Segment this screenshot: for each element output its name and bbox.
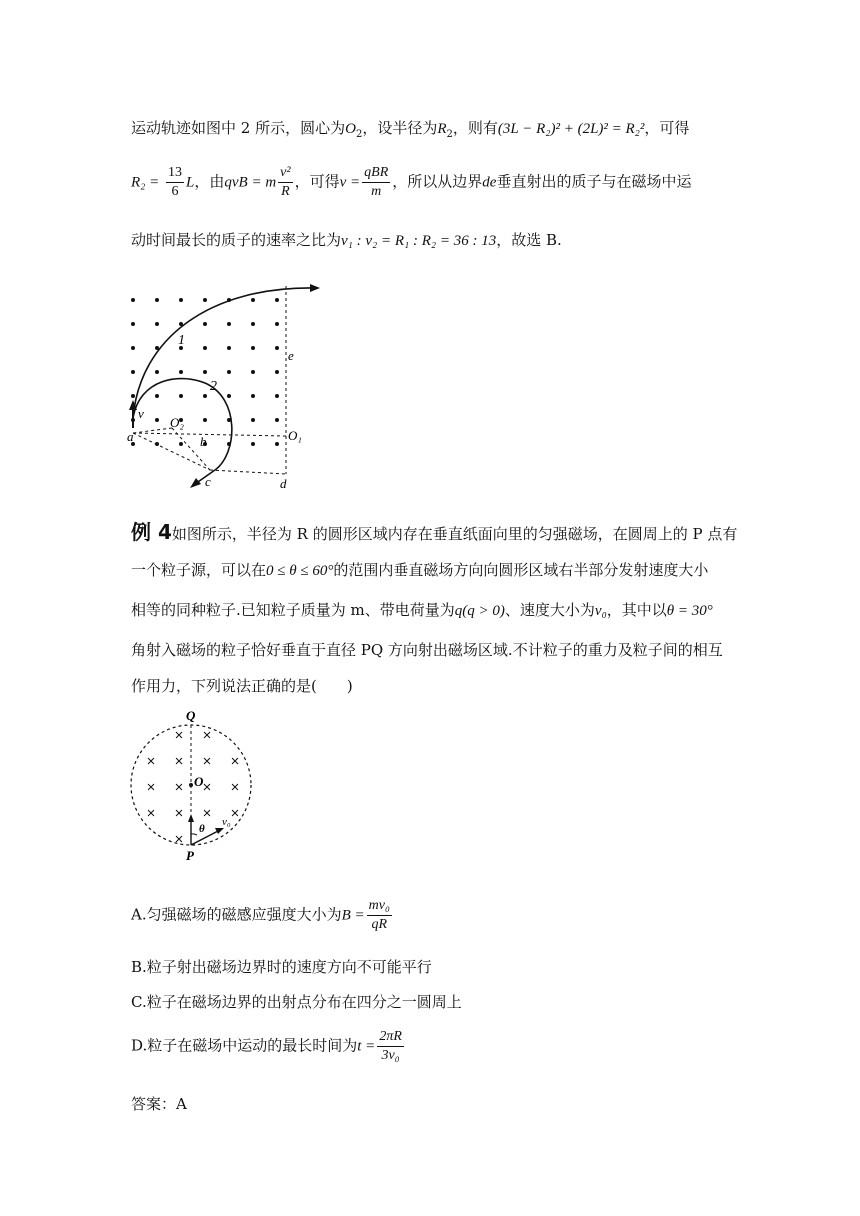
field-dot (203, 370, 207, 374)
text: ，由 (194, 172, 225, 191)
field-dot (155, 394, 159, 398)
text: 动时间最长的质子的速率之比为 (131, 231, 342, 249)
label-v0: v₀ (222, 816, 231, 828)
label-q: Q (186, 708, 196, 723)
equation-lhs: t = (357, 1038, 376, 1055)
fraction-b (367, 897, 392, 934)
text: 、速度大小为 (504, 601, 595, 619)
denominator: m (371, 184, 382, 199)
text: ，可得 (644, 119, 690, 137)
field-dot (227, 370, 231, 374)
equation-lhs: R₂ = (131, 174, 160, 191)
field-dot (131, 298, 135, 302)
solution-line-2 (131, 164, 691, 201)
denominator: 3v₀ (381, 1048, 400, 1063)
option-c[interactable] (131, 991, 462, 1012)
field-dot (251, 370, 255, 374)
text: ，其中以 (606, 601, 667, 619)
field-dot (227, 346, 231, 350)
denominator: R (281, 184, 290, 199)
numerator: v² (278, 164, 292, 183)
field-dot (275, 370, 279, 374)
field-dot (227, 322, 231, 326)
text: 垂直射出的质子与在磁场中运 (496, 172, 692, 191)
figure-magnetic-trajectories (120, 278, 330, 493)
field-dot (131, 394, 135, 398)
field-dot (227, 394, 231, 398)
label-trajectory-2: 2 (210, 379, 217, 394)
field-dot (131, 346, 135, 350)
field-dot (203, 322, 207, 326)
math-theta: θ = 30° (666, 603, 713, 619)
math-v0: v₀ (594, 603, 607, 619)
field-dot (179, 442, 183, 446)
label-e: e (288, 348, 294, 363)
fraction-v2-r (278, 164, 292, 201)
option-a[interactable] (131, 897, 394, 934)
label-b: b (200, 434, 207, 449)
field-dot (179, 394, 183, 398)
label-v: v (138, 406, 144, 421)
example4-line-3 (131, 600, 713, 621)
example4-line-5 (131, 676, 353, 696)
field-dot (251, 322, 255, 326)
label-trajectory-1: 1 (178, 333, 185, 348)
math-charge: q(q > 0) (454, 603, 505, 619)
field-dot (203, 418, 207, 422)
equation-lhs: qvB = m (224, 174, 277, 191)
option-text: D.粒子在磁场中运动的最长时间为 (131, 1036, 358, 1055)
equation: (3L − R₂)² + (2L)² = R₂² (497, 121, 645, 137)
field-dot (251, 346, 255, 350)
solution-line-3 (131, 230, 562, 251)
text: ，所以从边界 (392, 172, 483, 191)
label-o: O (194, 774, 204, 789)
answer (131, 1094, 187, 1114)
label-a: a (127, 429, 134, 444)
field-dot (251, 394, 255, 398)
field-dot (131, 322, 135, 326)
text: 一个粒子源，可以在 (131, 561, 267, 579)
option-text: A.匀强磁场的磁感应强度大小为 (131, 905, 342, 924)
figure-circular-field (128, 708, 260, 868)
math-de: de (482, 174, 497, 191)
field-dot (155, 298, 159, 302)
field-dot (251, 418, 255, 422)
answer-text: 答案：A (131, 1095, 187, 1113)
field-dot (275, 298, 279, 302)
field-dot (251, 442, 255, 446)
label-p: P (186, 848, 194, 863)
subscript: 2 (446, 129, 453, 140)
numerator: 2πR (377, 1028, 404, 1047)
example4-line-4 (131, 640, 723, 660)
math-o2: O (345, 121, 356, 137)
label-c: c (205, 474, 211, 489)
fraction-t (377, 1028, 404, 1065)
field-dot (251, 298, 255, 302)
solution-line-1 (131, 118, 689, 145)
denominator: 6 (171, 184, 179, 199)
example4-line-2 (131, 560, 708, 581)
field-dots (131, 298, 279, 446)
text: ，则有 (452, 119, 498, 137)
fraction-13-6 (166, 164, 184, 201)
option-text: B.粒子射出磁场边界时的速度方向不可能平行 (131, 958, 432, 976)
label-o1: O₁ (288, 428, 302, 443)
field-dot (155, 322, 159, 326)
field-dot (275, 394, 279, 398)
text: ，设半径为 (362, 119, 438, 137)
option-b[interactable] (131, 956, 432, 977)
field-dot (203, 394, 207, 398)
equation-lhs: B = (341, 907, 365, 924)
field-dot (275, 346, 279, 350)
field-dot (275, 418, 279, 422)
numerator: 13 (166, 164, 184, 183)
math-range: 0 ≤ θ ≤ 60° (266, 563, 334, 579)
text: ，可得 (294, 172, 340, 191)
label-d: d (280, 476, 287, 491)
field-dot (155, 370, 159, 374)
text: ，故选 B. (496, 231, 562, 249)
field-dot (131, 370, 135, 374)
example4-line-1 (131, 522, 737, 544)
field-dot (203, 346, 207, 350)
subscript: 2 (355, 129, 363, 140)
field-dot (179, 370, 183, 374)
option-d[interactable] (131, 1028, 406, 1065)
field-dot (275, 322, 279, 326)
numerator: mv₀ (367, 897, 392, 916)
equation-lhs: v = (339, 174, 361, 191)
text: 相等的同种粒子.已知粒子质量为 m、带电荷量为 (131, 601, 455, 619)
example-label: 例 4 (131, 520, 172, 544)
text: 的范围内垂直磁场方向向圆形区域右半部分发射速度大小 (333, 561, 709, 579)
option-text: C.粒子在磁场边界的出射点分布在四分之一圆周上 (131, 993, 462, 1011)
fraction-qbr-m (362, 164, 390, 201)
field-dot (203, 298, 207, 302)
label-o2: O₂ (170, 415, 184, 430)
field-dot (155, 418, 159, 422)
math-l: L (186, 174, 195, 191)
label-theta: θ (199, 823, 205, 835)
text: 如图所示，半径为 R 的圆形区域内存在垂直纸面向里的匀强磁场，在圆周上的 P 点有 (171, 525, 738, 543)
math-r2: R (437, 121, 447, 137)
text: 角射入磁场的粒子恰好垂直于直径 PQ 方向射出磁场区域.不计粒子的重力及粒子间的相互 (131, 641, 723, 659)
field-dot (179, 298, 183, 302)
text: 运动轨迹如图中 2 所示，圆心为 (131, 119, 346, 137)
equation-ratio: v₁ : v₂ = R₁ : R₂ = 36 : 13 (341, 233, 497, 249)
field-dot (275, 442, 279, 446)
text: 作用力，下列说法正确的是( ) (131, 677, 353, 695)
denominator: qR (371, 917, 388, 932)
numerator: qBR (362, 164, 390, 183)
